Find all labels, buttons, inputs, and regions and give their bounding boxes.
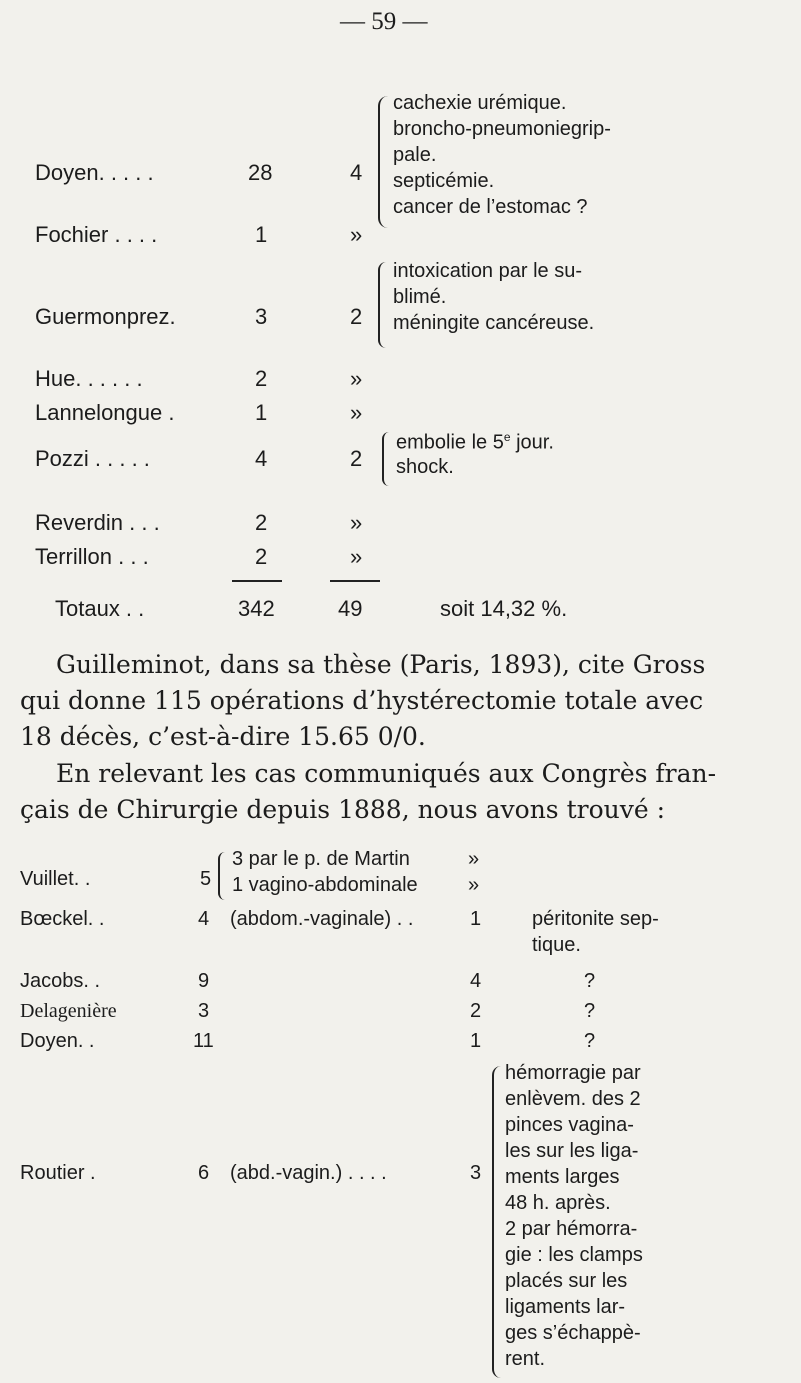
deaths-count: 2 [350, 304, 363, 329]
page-number: — 59 — [340, 8, 428, 35]
deaths-count: 1 [470, 908, 482, 930]
death-cause: blimé. [393, 286, 447, 308]
surgeon-name: Vuillet. . [20, 868, 91, 890]
operations-count: 4 [255, 446, 268, 471]
death-cause: intoxication par le su- [393, 260, 582, 282]
death-cause: ? [584, 970, 596, 992]
operations-count: 2 [255, 510, 268, 535]
death-cause: rent. [505, 1348, 546, 1370]
surgeon-name: Bœckel. . [20, 908, 105, 930]
brace [382, 432, 389, 486]
mortality-rate: soit 14,32 %. [440, 596, 568, 621]
brace [492, 1066, 501, 1378]
death-cause: péritonite sep- [532, 908, 659, 930]
surgeon-name: Doyen. . [20, 1030, 95, 1052]
deaths-count: 2 [350, 446, 363, 471]
death-cause: ? [584, 1000, 596, 1022]
deaths-count: » [350, 222, 363, 247]
brace [218, 852, 225, 900]
procedure-detail: 3 par le p. de Martin [232, 848, 410, 870]
operations-count: 9 [198, 970, 210, 992]
deaths-count: 1 [470, 1030, 482, 1052]
totals-label: Totaux . . [55, 596, 145, 621]
paragraph-line: Guilleminot, dans sa thèse (Paris, 1893), cite Gross [56, 650, 706, 679]
surgeon-name: Fochier . . . . [35, 222, 158, 247]
death-cause: les sur les liga- [505, 1140, 639, 1162]
death-cause: hémorragie par [505, 1062, 641, 1084]
operations-count: 4 [198, 908, 210, 930]
death-cause: gie : les clamps [505, 1244, 643, 1266]
surgeon-name: Hue. . . . . . [35, 366, 143, 391]
operations-count: 2 [255, 544, 268, 569]
death-cause: méningite cancéreuse. [393, 312, 595, 334]
death-cause: shock. [396, 456, 454, 478]
death-cause: 48 h. après. [505, 1192, 611, 1214]
surgeon-name: Pozzi . . . . . [35, 446, 150, 471]
deaths-count: » [350, 510, 363, 535]
death-cause: 2 par hémorra- [505, 1218, 638, 1240]
deaths-count: » [468, 874, 480, 896]
surgeon-name: Routier . [20, 1162, 96, 1184]
surgeon-name: Delagenière [20, 1000, 117, 1022]
paragraph-line: 18 décès, c’est-à-dire 15.65 0/0. [20, 722, 426, 751]
operations-count: 5 [200, 868, 212, 890]
deaths-count: » [350, 400, 363, 425]
deaths-count: 4 [470, 970, 482, 992]
operations-count: 2 [255, 366, 268, 391]
surgeon-name: Lannelongue . [35, 400, 175, 425]
operations-count: 11 [193, 1030, 214, 1052]
death-cause: pale. [393, 144, 437, 166]
deaths-count: » [350, 544, 363, 569]
total-rule [330, 580, 380, 582]
procedure-detail: (abd.-vagin.) . . . . [230, 1162, 387, 1184]
deaths-count: » [468, 848, 480, 870]
death-cause: cachexie urémique. [393, 92, 567, 114]
death-cause: broncho-pneumoniegrip- [393, 118, 611, 140]
brace [378, 262, 386, 348]
operations-count: 3 [198, 1000, 210, 1022]
total-operations: 342 [238, 596, 275, 621]
procedure-detail: 1 vagino-abdominale [232, 874, 418, 896]
paragraph-line: çais de Chirurgie depuis 1888, nous avons trouvé : [20, 795, 666, 824]
death-cause: tique. [532, 934, 581, 956]
operations-count: 1 [255, 400, 268, 425]
deaths-count: 3 [470, 1162, 482, 1184]
death-cause: pinces vagina- [505, 1114, 634, 1136]
death-cause: ges s’échappè- [505, 1322, 641, 1344]
surgeon-name: Doyen. . . . . [35, 160, 154, 185]
death-cause: placés sur les [505, 1270, 628, 1292]
deaths-count: 4 [350, 160, 363, 185]
paragraph-line: En relevant les cas communiqués aux Congrès fran- [56, 759, 717, 788]
surgeon-name: Guermonprez. [35, 304, 176, 329]
operations-count: 28 [248, 160, 273, 185]
surgeon-name: Reverdin . . . [35, 510, 160, 535]
operations-count: 1 [255, 222, 268, 247]
total-deaths: 49 [338, 596, 363, 621]
death-cause: septicémie. [393, 170, 495, 192]
deaths-count: » [350, 366, 363, 391]
brace [378, 96, 388, 228]
death-cause: embolie le 5e jour. [396, 430, 554, 454]
paragraph-line: qui donne 115 opérations d’hystérectomie totale avec [20, 686, 704, 715]
total-rule [232, 580, 282, 582]
death-cause: enlèvem. des 2 [505, 1088, 641, 1110]
death-cause: cancer de l’estomac ? [393, 196, 588, 218]
deaths-count: 2 [470, 1000, 482, 1022]
procedure-detail: (abdom.-vaginale) . . [230, 908, 414, 930]
death-cause: ments larges [505, 1166, 620, 1188]
operations-count: 3 [255, 304, 268, 329]
operations-count: 6 [198, 1162, 210, 1184]
surgeon-name: Jacobs. . [20, 970, 101, 992]
surgeon-name: Terrillon . . . [35, 544, 149, 569]
death-cause: ligaments lar- [505, 1296, 626, 1318]
death-cause: ? [584, 1030, 596, 1052]
